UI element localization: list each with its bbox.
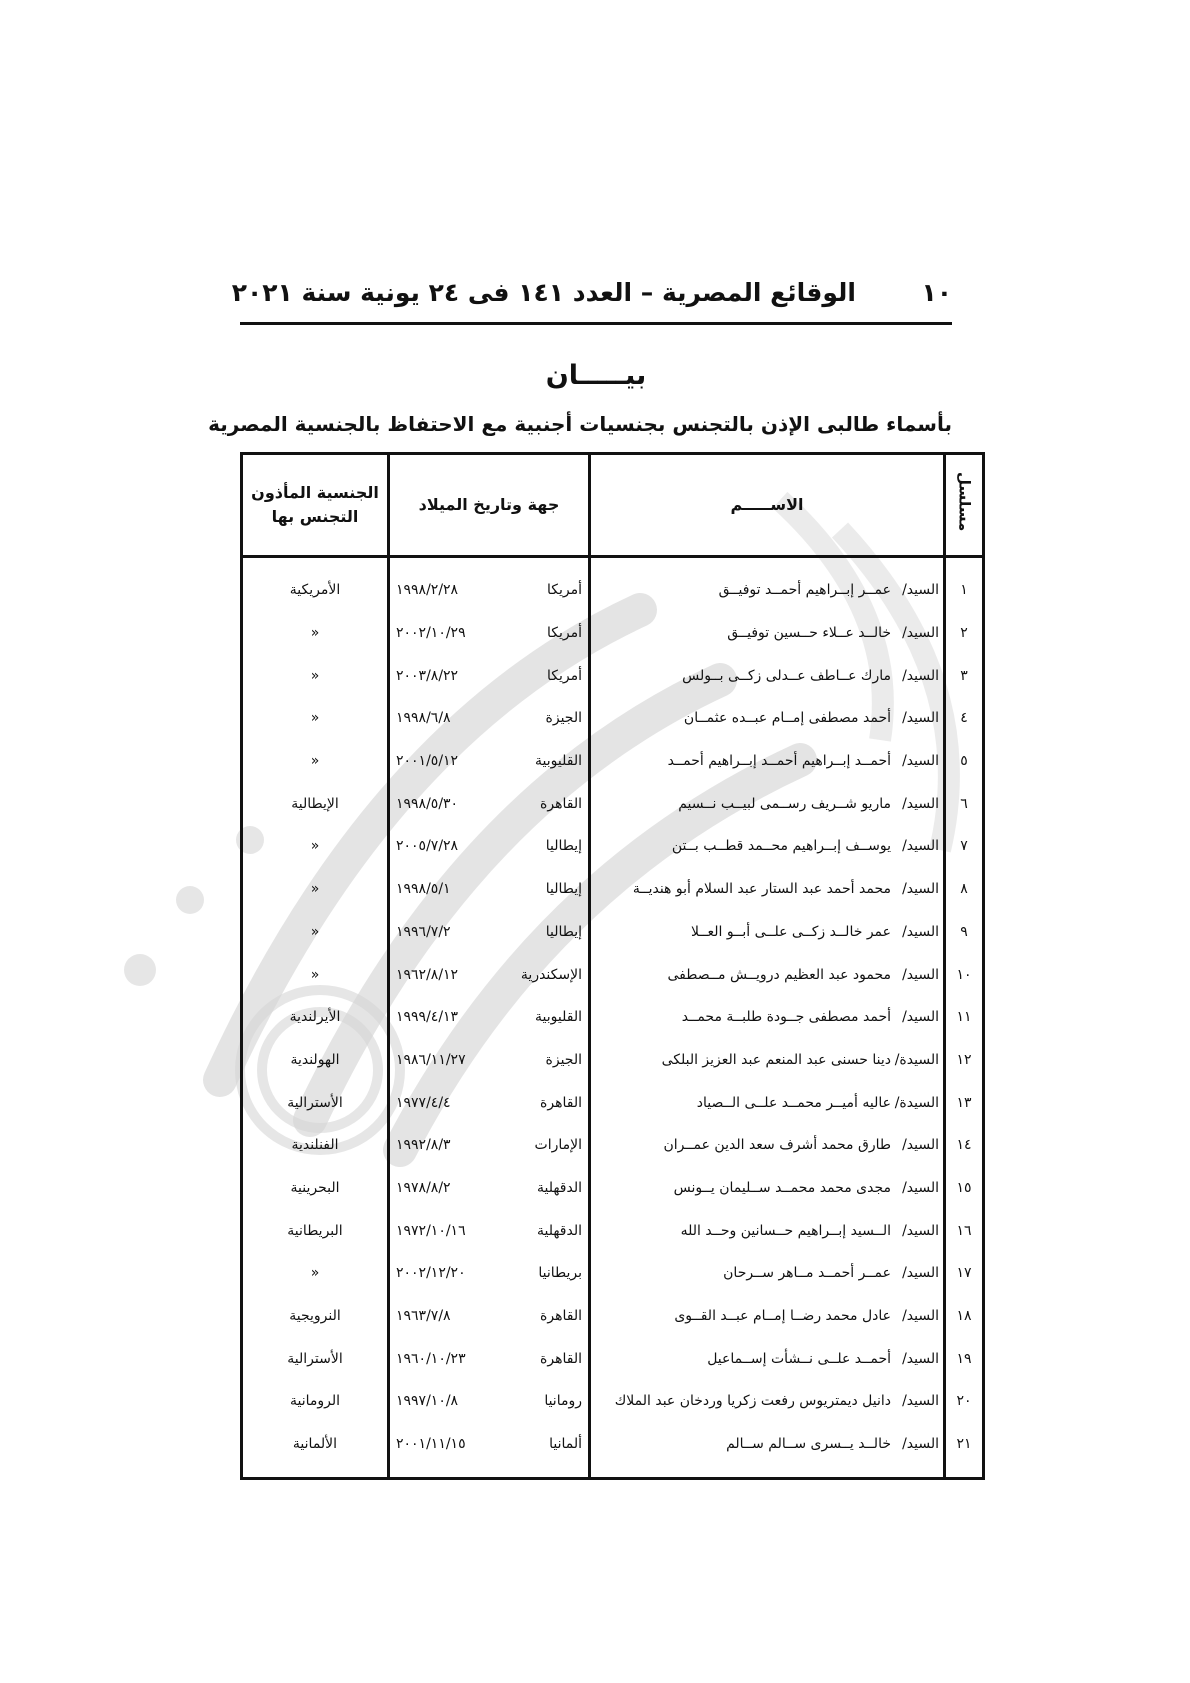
row-birth-place: إيطاليا <box>545 838 582 855</box>
applicants-table <box>240 452 985 1480</box>
row-name-cell <box>590 1039 945 1082</box>
row-birth-cell <box>389 868 590 911</box>
row-name: عمــر إبــراهيم أحمــد توفيــق <box>718 582 891 599</box>
table-header-row <box>242 454 984 557</box>
table-spacer-row <box>242 1465 984 1479</box>
table-row <box>242 1295 984 1338</box>
row-name-cell <box>590 740 945 783</box>
row-name-cell <box>590 1423 945 1466</box>
table-row <box>242 740 984 783</box>
row-birth-place: الجيزة <box>545 1051 582 1068</box>
row-name: دانيل ديمتريوس رفعت زكريا وردخان عبد الملاك <box>614 1393 891 1410</box>
row-birth-place: أمريكا <box>546 582 582 599</box>
row-name-cell <box>590 911 945 954</box>
row-birth-place: الإسكندرية <box>520 966 582 983</box>
table-row <box>242 868 984 911</box>
row-birth-cell <box>389 1295 590 1338</box>
row-nationality: الفنلندية <box>242 1124 389 1167</box>
row-birth-place: الإمارات <box>534 1137 582 1154</box>
row-birth-cell <box>389 612 590 655</box>
row-serial: ١٧ <box>945 1252 984 1295</box>
row-birth-cell <box>389 911 590 954</box>
row-birth-date: ١٩٩٦/٧/٢ <box>396 923 451 940</box>
row-name: عمر خالــد زكــى علــى أبــو العــلا <box>690 923 891 940</box>
row-name-cell <box>590 1337 945 1380</box>
table-row <box>242 953 984 996</box>
table-body <box>242 557 984 1479</box>
row-nationality: « <box>242 953 389 996</box>
row-name-cell <box>590 1380 945 1423</box>
row-birth-cell <box>389 953 590 996</box>
row-title: السيد/ <box>902 966 939 983</box>
row-name: طارق محمد أشرف سعد الدين عمــران <box>663 1137 891 1154</box>
row-name-cell <box>590 1209 945 1252</box>
row-serial: ٣ <box>945 654 984 697</box>
row-birth-date: ١٩٩٢/٨/٣ <box>396 1137 451 1154</box>
row-birth-date: ٢٠٠١/٥/١٢ <box>396 753 459 770</box>
row-birth-cell <box>389 569 590 612</box>
row-birth-place: أمريكا <box>546 625 582 642</box>
table-row <box>242 1081 984 1124</box>
row-title: السيد/ <box>902 838 939 855</box>
row-birth-place: أمريكا <box>546 667 582 684</box>
row-name: الــسيد إبــراهيم حــسانين وحــد الله <box>680 1222 891 1239</box>
row-name: ماريو شــريف رســمى لبيــب نــسيم <box>678 795 891 812</box>
row-nationality: « <box>242 740 389 783</box>
row-nationality: « <box>242 868 389 911</box>
header-serial <box>945 454 984 557</box>
gazette-title: الوقائع المصرية – العدد ١٤١ فى ٢٤ يونية سنة ٢٠٢١ <box>231 278 856 307</box>
row-title: السيد/ <box>902 753 939 770</box>
row-name-cell <box>590 868 945 911</box>
table-spacer-row <box>242 557 984 570</box>
table-row <box>242 1209 984 1252</box>
row-name: محمد أحمد عبد الستار عبد السلام أبو هنديــة <box>632 881 891 898</box>
table-row <box>242 1423 984 1466</box>
row-nationality: البحرينية <box>242 1167 389 1210</box>
row-title: السيد/ <box>902 625 939 642</box>
row-serial: ٦ <box>945 782 984 825</box>
row-birth-cell <box>389 1167 590 1210</box>
row-birth-date: ١٩٩٨/٢/٢٨ <box>396 582 459 599</box>
row-serial: ٧ <box>945 825 984 868</box>
row-name-cell <box>590 953 945 996</box>
row-birth-date: ١٩٩٨/٥/١ <box>396 881 451 898</box>
row-nationality: « <box>242 911 389 954</box>
row-birth-place: ألمانيا <box>549 1436 582 1453</box>
row-name: عاليه أميــر محمــد علــى الــصياد <box>696 1094 891 1111</box>
row-serial: ١٤ <box>945 1124 984 1167</box>
row-birth-date: ١٩٩٧/١٠/٨ <box>396 1393 459 1410</box>
row-name-cell <box>590 1252 945 1295</box>
row-serial: ١٠ <box>945 953 984 996</box>
row-nationality: الرومانية <box>242 1380 389 1423</box>
row-name-cell <box>590 825 945 868</box>
row-nationality: الهولندية <box>242 1039 389 1082</box>
row-birth-date: ١٩٧٨/٨/٢ <box>396 1179 451 1196</box>
row-birth-date: ١٩٩٩/٤/١٣ <box>396 1009 459 1026</box>
row-name-cell <box>590 612 945 655</box>
table-row <box>242 1252 984 1295</box>
row-birth-cell <box>389 654 590 697</box>
row-title: السيد/ <box>902 923 939 940</box>
table-row <box>242 825 984 868</box>
row-serial: ٥ <box>945 740 984 783</box>
row-title: السيد/ <box>902 1308 939 1325</box>
row-name: أحمــد علــى نــشأت إســماعيل <box>707 1350 891 1367</box>
row-birth-cell <box>389 1209 590 1252</box>
row-birth-date: ٢٠٠٢/١٢/٢٠ <box>396 1265 466 1282</box>
row-title: السيد/ <box>902 1393 939 1410</box>
row-serial: ١٣ <box>945 1081 984 1124</box>
table-row <box>242 1167 984 1210</box>
table-row <box>242 1039 984 1082</box>
row-birth-place: القليوبية <box>535 1009 582 1026</box>
table-row <box>242 1337 984 1380</box>
table-row <box>242 1124 984 1167</box>
row-nationality: « <box>242 654 389 697</box>
row-birth-date: ١٩٩٨/٥/٣٠ <box>396 795 459 812</box>
page-header <box>231 272 952 325</box>
row-serial: ١٢ <box>945 1039 984 1082</box>
row-birth-date: ١٩٦٠/١٠/٢٣ <box>396 1350 466 1367</box>
row-birth-cell <box>389 697 590 740</box>
row-title: السيد/ <box>902 1222 939 1239</box>
row-birth-place: القاهرة <box>540 795 582 812</box>
row-name-cell <box>590 1295 945 1338</box>
row-birth-place: الدقهلية <box>536 1222 582 1239</box>
table-row <box>242 996 984 1039</box>
row-serial: ٢٠ <box>945 1380 984 1423</box>
row-name: عمــر أحمــد مــاهر ســرحان <box>723 1265 891 1282</box>
row-birth-cell <box>389 1081 590 1124</box>
page-number: ١٠ <box>921 278 952 307</box>
row-title: السيد/ <box>902 582 939 599</box>
row-birth-cell <box>389 1124 590 1167</box>
row-nationality: الإيطالية <box>242 782 389 825</box>
row-birth-place: إيطاليا <box>545 923 582 940</box>
row-birth-date: ١٩٧٢/١٠/١٦ <box>396 1222 466 1239</box>
row-name: دينا حسنى عبد المنعم عبد العزيز البلكى <box>661 1051 891 1068</box>
row-birth-place: القليوبية <box>535 753 582 770</box>
row-title: السيد/ <box>902 881 939 898</box>
row-birth-cell <box>389 996 590 1039</box>
row-serial: ١٦ <box>945 1209 984 1252</box>
row-title: السيد/ <box>902 1009 939 1026</box>
row-birth-cell <box>389 1423 590 1466</box>
row-name: خالــد يــسرى ســالم ســالم <box>726 1436 891 1453</box>
row-name: يوســف إبــراهيم محــمد قطــب بــتن <box>671 838 891 855</box>
row-birth-place: الدقهلية <box>536 1179 582 1196</box>
row-serial: ١٥ <box>945 1167 984 1210</box>
row-birth-place: القاهرة <box>540 1308 582 1325</box>
row-serial: ١٩ <box>945 1337 984 1380</box>
row-birth-date: ١٩٨٦/١١/٢٧ <box>396 1051 466 1068</box>
row-nationality: النرويجية <box>242 1295 389 1338</box>
row-name: مارك عــاطف عــدلى زكــى بــولس <box>682 667 891 684</box>
row-birth-date: ١٩٦٢/٨/١٢ <box>396 966 459 983</box>
row-birth-place: إيطاليا <box>545 881 582 898</box>
row-nationality: « <box>242 697 389 740</box>
row-nationality: الأمريكية <box>242 569 389 612</box>
row-name-cell <box>590 1124 945 1167</box>
row-title: السيد/ <box>902 1179 939 1196</box>
row-serial: ١٨ <box>945 1295 984 1338</box>
row-serial: ٢ <box>945 612 984 655</box>
row-birth-date: ١٩٩٨/٦/٨ <box>396 710 451 727</box>
row-serial: ٨ <box>945 868 984 911</box>
table-row <box>242 911 984 954</box>
row-birth-date: ١٩٦٣/٧/٨ <box>396 1308 451 1325</box>
table-row <box>242 697 984 740</box>
row-nationality: « <box>242 612 389 655</box>
row-birth-date: ٢٠٠٣/٨/٢٢ <box>396 667 459 684</box>
row-birth-date: ٢٠٠٥/٧/٢٨ <box>396 838 459 855</box>
row-birth-cell <box>389 825 590 868</box>
header-serial-label: مسلسل <box>955 471 974 532</box>
table-row <box>242 782 984 825</box>
row-nationality: الأسترالية <box>242 1337 389 1380</box>
row-birth-date: ٢٠٠١/١١/١٥ <box>396 1436 466 1453</box>
row-nationality: الأسترالية <box>242 1081 389 1124</box>
document-subtitle: بأسماء طالبى الإذن بالتجنس بجنسيات أجنبية مع الاحتفاظ بالجنسية المصرية <box>208 412 952 436</box>
row-nationality: « <box>242 1252 389 1295</box>
row-name-cell <box>590 697 945 740</box>
table-row <box>242 1380 984 1423</box>
row-birth-cell <box>389 1039 590 1082</box>
document-title: بيـــــان <box>545 360 647 391</box>
row-birth-date: ٢٠٠٢/١٠/٢٩ <box>396 625 466 642</box>
row-name-cell <box>590 782 945 825</box>
table-row <box>242 612 984 655</box>
row-birth-cell <box>389 1337 590 1380</box>
row-name-cell <box>590 996 945 1039</box>
row-serial: ٢١ <box>945 1423 984 1466</box>
row-name: خالــد عــلاء حــسين توفيــق <box>727 625 891 642</box>
row-title: السيد/ <box>902 667 939 684</box>
row-nationality: « <box>242 825 389 868</box>
row-title: السيدة/ <box>894 1094 939 1111</box>
row-title: السيد/ <box>902 710 939 727</box>
table-row <box>242 654 984 697</box>
row-title: السيد/ <box>902 1265 939 1282</box>
row-title: السيد/ <box>902 795 939 812</box>
header-name: الاســـــم <box>590 454 945 557</box>
row-birth-cell <box>389 782 590 825</box>
row-serial: ٩ <box>945 911 984 954</box>
row-birth-cell <box>389 1252 590 1295</box>
row-name-cell <box>590 654 945 697</box>
header-birth: جهة وتاريخ الميلاد <box>389 454 590 557</box>
row-nationality: الألمانية <box>242 1423 389 1466</box>
row-name: مجدى محمد محمــد ســليمان يــونس <box>673 1179 891 1196</box>
row-serial: ١١ <box>945 996 984 1039</box>
header-nationality: الجنسية المأذون التجنس بها <box>242 454 389 557</box>
row-birth-cell <box>389 1380 590 1423</box>
row-nationality: الأيرلندية <box>242 996 389 1039</box>
row-name-cell <box>590 569 945 612</box>
row-birth-date: ١٩٧٧/٤/٤ <box>396 1094 451 1111</box>
row-serial: ٤ <box>945 697 984 740</box>
row-name-cell <box>590 1167 945 1210</box>
row-birth-cell <box>389 740 590 783</box>
row-name: أحمــد إبــراهيم أحمــد إبــراهيم أحمــد <box>667 753 891 770</box>
row-birth-place: القاهرة <box>540 1350 582 1367</box>
table-row <box>242 569 984 612</box>
row-name-cell <box>590 1081 945 1124</box>
row-name: محمود عبد العظيم درويــش مــصطفى <box>667 966 891 983</box>
row-nationality: البريطانية <box>242 1209 389 1252</box>
row-title: السيد/ <box>902 1350 939 1367</box>
row-birth-place: رومانيا <box>544 1393 582 1410</box>
row-name: أحمد مصطفى جــودة طلبــة محمــد <box>681 1009 891 1026</box>
row-serial: ١ <box>945 569 984 612</box>
row-title: السيدة/ <box>894 1051 939 1068</box>
row-title: السيد/ <box>902 1137 939 1154</box>
row-birth-place: بريطانيا <box>538 1265 582 1282</box>
row-name: أحمد مصطفى إمــام عبــده عثمــان <box>683 710 891 727</box>
row-birth-place: القاهرة <box>540 1094 582 1111</box>
row-name: عادل محمد رضــا إمــام عبــد القــوى <box>674 1308 891 1325</box>
row-title: السيد/ <box>902 1436 939 1453</box>
row-birth-place: الجيزة <box>545 710 582 727</box>
